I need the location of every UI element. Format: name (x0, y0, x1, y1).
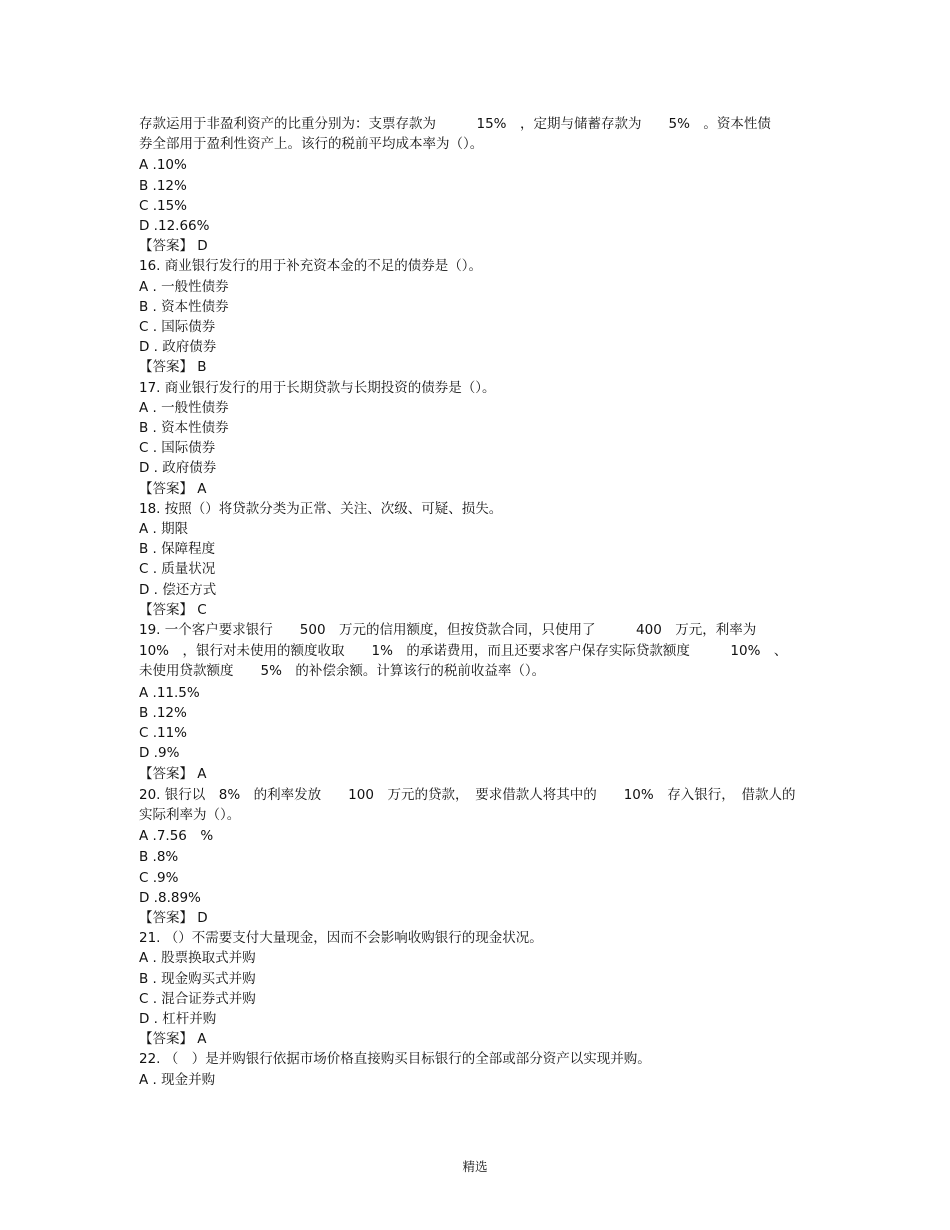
answer-line: 【答案】 D (139, 909, 208, 926)
answer-line: 【答案】 A (139, 1031, 207, 1048)
option-line: A . 现金并购 (139, 1071, 216, 1088)
option-line: C . 质量状况 (139, 561, 216, 578)
option-line: D .12.66% (139, 218, 210, 235)
question-line: 未使用贷款额度 5% 的补偿余额。计算该行的税前收益率（）。 (139, 663, 546, 680)
option-line: A . 一般性债券 (139, 399, 229, 416)
option-line: D .8.89% (139, 889, 201, 906)
option-line: B . 现金购买式并购 (139, 970, 256, 987)
option-line: B .12% (139, 177, 187, 194)
option-line: D . 政府债券 (139, 460, 217, 477)
option-line: B .12% (139, 704, 187, 721)
question-line: 18. 按照（）将贷款分类为正常、关注、次级、可疑、损失。 (139, 500, 503, 517)
page-footer: 精选 (462, 1159, 488, 1174)
answer-line: 【答案】 A (139, 765, 207, 782)
answer-line: 【答案】 C (139, 601, 207, 618)
answer-line: 【答案】 D (139, 238, 208, 255)
option-line: A .10% (139, 157, 187, 174)
option-line: D .9% (139, 745, 180, 762)
document-body (139, 114, 811, 1090)
option-line: B . 保障程度 (139, 541, 216, 558)
question-line: 17. 商业银行发行的用于长期贷款与长期投资的债券是（）。 (139, 379, 496, 396)
option-line: D . 偿还方式 (139, 581, 217, 598)
option-line: B . 资本性债券 (139, 420, 229, 437)
option-line: C .11% (139, 725, 188, 742)
option-line: A . 期限 (139, 521, 189, 538)
answer-line: 【答案】 A (139, 480, 207, 497)
text-line: 券全部用于盈利性资产上。该行的税前平均成本率为（）。 (139, 136, 484, 153)
option-line: A . 一般性债券 (139, 278, 229, 295)
option-line: A .7.56 % (139, 828, 214, 845)
option-line: C . 国际债券 (139, 440, 216, 457)
question-line: 21. （）不需要支付大量现金，因而不会影响收购银行的现金状况。 (139, 930, 543, 947)
option-line: B .8% (139, 849, 179, 866)
text-line: 存款运用于非盈利资产的比重分别为：支票存款为 15% ，定期与储蓄存款为 5% 。资本性债 (139, 116, 771, 132)
question-line: 实际利率为（）。 (139, 806, 241, 823)
question-line: 10% ，银行对未使用的额度收取 1% 的承诺费用，而且还要求客户保存实际贷款额度 10% 、 (139, 643, 788, 660)
option-line: D . 政府债券 (139, 339, 217, 356)
answer-line: 【答案】 B (139, 359, 207, 376)
option-line: B . 资本性债券 (139, 298, 229, 315)
option-line: C . 国际债券 (139, 319, 216, 336)
option-line: D . 杠杆并购 (139, 1010, 217, 1027)
option-line: C .15% (139, 197, 188, 214)
option-line: A . 股票换取式并购 (139, 950, 256, 967)
question-line: 16. 商业银行发行的用于补充资本金的不足的债券是（）。 (139, 258, 483, 275)
option-line: C . 混合证券式并购 (139, 990, 256, 1007)
question-line: 20. 银行以 8% 的利率发放 100 万元的贷款， 要求借款人将其中的 10% 存入银行， 借款人的 (139, 786, 796, 803)
question-line: 19. 一个客户要求银行 500 万元的信用额度，但按贷款合同，只使用了 400 万元，利率为 (139, 622, 757, 639)
question-line: 22. （ ）是并购银行依据市场价格直接购买目标银行的全部或部分资产以实现并购。 (139, 1051, 651, 1068)
option-line: A .11.5% (139, 684, 200, 701)
option-line: C .9% (139, 869, 179, 886)
